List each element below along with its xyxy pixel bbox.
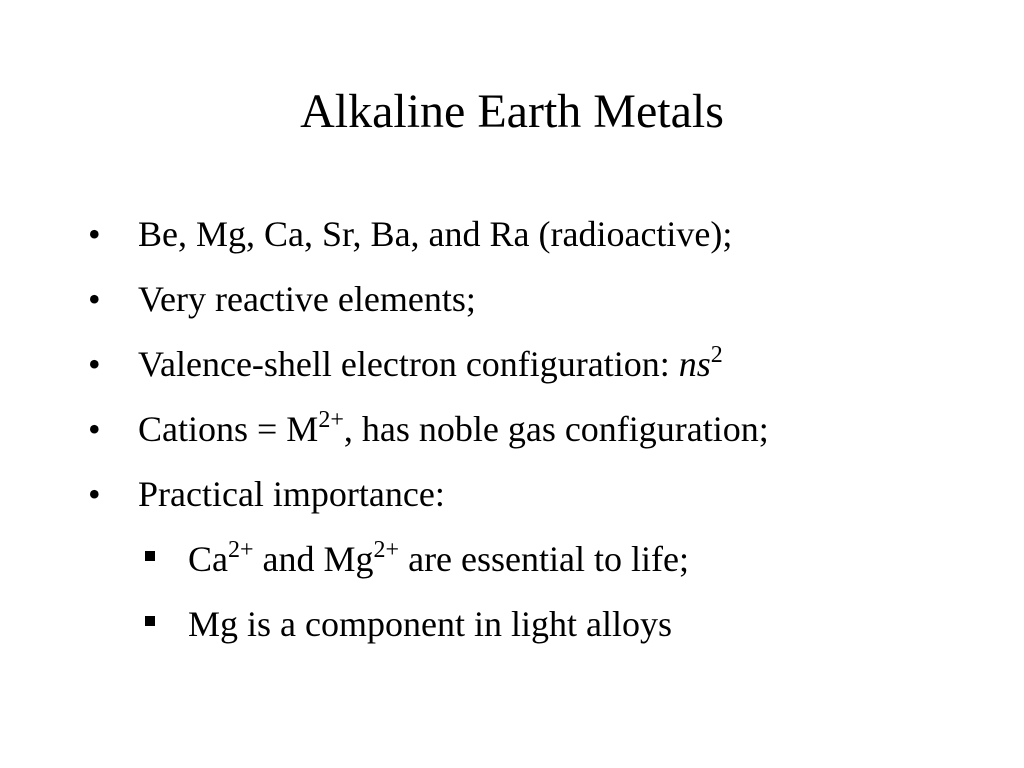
bullet-marker: • bbox=[88, 409, 101, 449]
square-bullet-icon bbox=[145, 551, 155, 561]
bullet-text: Very reactive elements; bbox=[138, 279, 476, 319]
bullet-marker: • bbox=[88, 279, 101, 319]
subbullet-text: Mg is a component in light alloys bbox=[188, 604, 672, 644]
text-segment: Cations = M bbox=[138, 409, 319, 449]
superscript: 2 bbox=[710, 342, 723, 368]
text-segment: Valence-shell electron configuration: bbox=[138, 344, 679, 384]
text-segment: , has noble gas configuration; bbox=[343, 409, 769, 449]
bullet-marker: • bbox=[88, 344, 101, 384]
bullet-text: Practical importance: bbox=[138, 474, 445, 514]
superscript: 2+ bbox=[373, 537, 400, 563]
bullet-text: Be, Mg, Ca, Sr, Ba, and Ra (radioactive); bbox=[138, 214, 733, 254]
text-segment: Ca bbox=[188, 539, 228, 579]
bullet-text-cations bbox=[138, 407, 769, 451]
square-bullet-icon bbox=[145, 616, 155, 626]
bullet-text-valence-config bbox=[138, 342, 723, 386]
superscript: 2+ bbox=[228, 537, 254, 563]
slide-title: Alkaline Earth Metals bbox=[300, 85, 724, 138]
italic-ns: ns bbox=[678, 344, 711, 384]
superscript: 2+ bbox=[318, 407, 344, 433]
bullet-marker: • bbox=[88, 214, 101, 254]
text-segment: and Mg bbox=[253, 539, 374, 579]
subbullet-text-essential bbox=[188, 537, 689, 581]
text-segment: are essential to life; bbox=[399, 539, 689, 579]
bullet-marker: • bbox=[88, 474, 101, 514]
